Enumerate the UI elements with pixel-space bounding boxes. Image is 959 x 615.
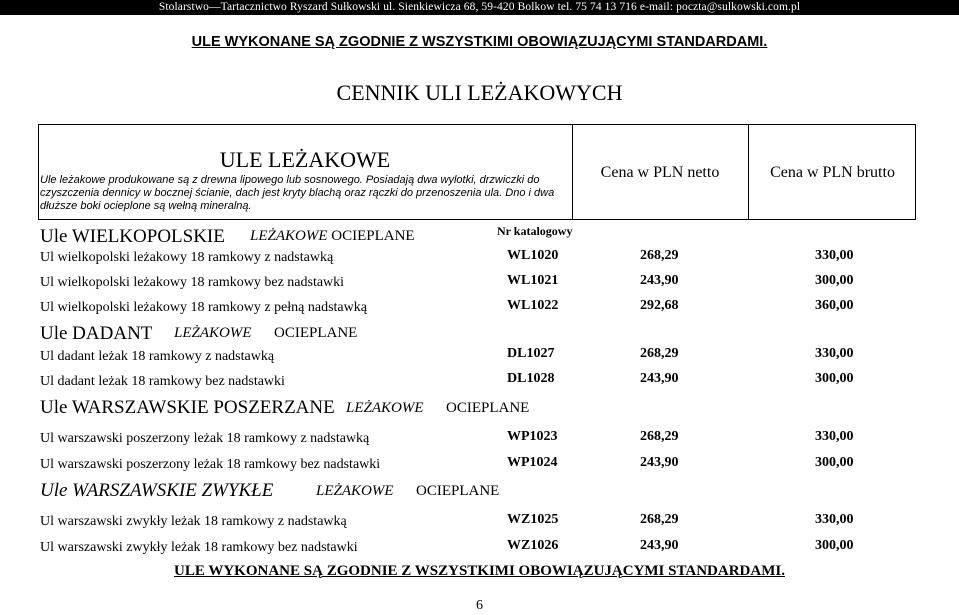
price-net: 243,90 [640, 538, 679, 553]
table-row-name: Ul warszawski poszerzony leżak 18 ramkowy bez nadstawki [40, 457, 381, 472]
price-gross: 330,00 [815, 248, 854, 263]
section-type [250, 228, 415, 245]
catalog-code: WP1023 [507, 429, 558, 444]
document-title: CENNIK ULI LEŻAKOWYCH [336, 80, 623, 105]
table-row-name: Ul dadant leżak 18 ramkowy z nadstawką [40, 349, 275, 364]
catalog-code: DL1027 [507, 346, 555, 361]
price-gross: 300,00 [815, 538, 854, 553]
catalog-code: WZ1025 [507, 512, 559, 527]
footer-notice [0, 563, 959, 580]
section-name: Ule WARSZAWSKIE POSZERZANE [40, 397, 335, 418]
catalog-code: WL1020 [507, 248, 559, 263]
price-gross: 330,00 [815, 346, 854, 361]
section-type-label: LEŻAKOWE [250, 228, 328, 244]
price-gross: 300,00 [815, 455, 854, 470]
section-heading [40, 226, 225, 248]
section-name: Ule WARSZAWSKIE ZWYKŁE [40, 480, 274, 501]
section-variant: OCIEPLANE [416, 483, 500, 499]
price-gross: 300,00 [815, 371, 854, 386]
price-net: 243,90 [640, 273, 679, 288]
section-type [174, 325, 357, 342]
box-divider [572, 124, 573, 220]
price-net: 292,68 [640, 298, 679, 313]
section-type [346, 400, 529, 417]
page-number: 6 [476, 598, 483, 613]
section-heading [40, 397, 335, 419]
table-row-name: Ul warszawski zwykły leżak 18 ramkowy bez nadstawki [40, 540, 358, 555]
section-variant: OCIEPLANE [446, 400, 530, 416]
price-net: 268,29 [640, 346, 679, 361]
price-net-header: Cena w PLN netto [600, 164, 720, 181]
table-row-name: Ul wielkopolski leżakowy 18 ramkowy z pełną nadstawką [40, 300, 367, 315]
table-row-name: Ul warszawski zwykły leżak 18 ramkowy z nadstawką [40, 514, 347, 529]
box-divider [748, 124, 749, 220]
section-name: Ule DADANT [40, 323, 153, 344]
section-type [316, 483, 499, 500]
catalog-code: WP1024 [507, 455, 558, 470]
price-gross: 360,00 [815, 298, 854, 313]
price-gross-header: Cena w PLN brutto [770, 164, 895, 181]
intro-title: ULE LEŻAKOWE [219, 147, 391, 172]
standards-notice: ULE WYKONANE SĄ ZGODNIE Z WSZYSTKIMI OBOWIĄZUJĄCYMI STANDARDAMI. [191, 34, 768, 50]
section-type-label: LEŻAKOWE [346, 400, 424, 416]
catalog-code: DL1028 [507, 371, 555, 386]
table-row-name: Ul warszawski poszerzony leżak 18 ramkowy z nadstawką [40, 431, 370, 446]
section-name: Ule WIELKOPOLSKIE [40, 226, 225, 247]
price-gross: 330,00 [815, 429, 854, 444]
table-row-name: Ul dadant leżak 18 ramkowy bez nadstawki [40, 374, 285, 389]
section-variant: OCIEPLANE [331, 228, 415, 244]
price-net: 268,29 [640, 248, 679, 263]
section-heading [40, 480, 273, 502]
section-type-label: LEŻAKOWE [174, 325, 252, 341]
catalog-code: WL1022 [507, 298, 559, 313]
section-type-label: LEŻAKOWE [316, 483, 394, 499]
price-gross: 330,00 [815, 512, 854, 527]
section-heading [40, 323, 152, 345]
price-net: 268,29 [640, 512, 679, 527]
price-net: 268,29 [640, 429, 679, 444]
table-row-name: Ul wielkopolski leżakowy 18 ramkowy bez nadstawki [40, 275, 345, 290]
catalog-code: WZ1026 [507, 538, 559, 553]
price-net: 243,90 [640, 371, 679, 386]
price-gross: 300,00 [815, 273, 854, 288]
footer-notice-text: ULE WYKONANE SĄ ZGODNIE Z WSZYSTKIMI OBOWIĄZUJĄCYMI STANDARDAMI. [174, 563, 785, 579]
table-row-name: Ul wielkopolski leżakowy 18 ramkowy z nadstawką [40, 250, 334, 265]
contact-header: Stolarstwo—Tartacznictwo Ryszard Sułkowski ul. Sienkiewicza 68, 59-420 Bolkow tel. 75 74 13 716 e-mail: poczta@sulkowski.com.pl [0, 0, 959, 15]
price-net: 243,90 [640, 455, 679, 470]
section-variant: OCIEPLANE [274, 325, 358, 341]
catalog-number-header: Nr katalogowy [497, 224, 573, 238]
catalog-code: WL1021 [507, 273, 559, 288]
intro-description: Ule leżakowe produkowane są z drewna lipowego lub sosnowego. Posiadają dwa wylotki, drzwiczki do czyszczenia dennicy w bocznej ścianie, dach jest kryty blachą oraz rączki do przenoszenia ula. Dno i dwa dłuższe boki ocieplone są wełną mineralną. [40, 174, 555, 212]
